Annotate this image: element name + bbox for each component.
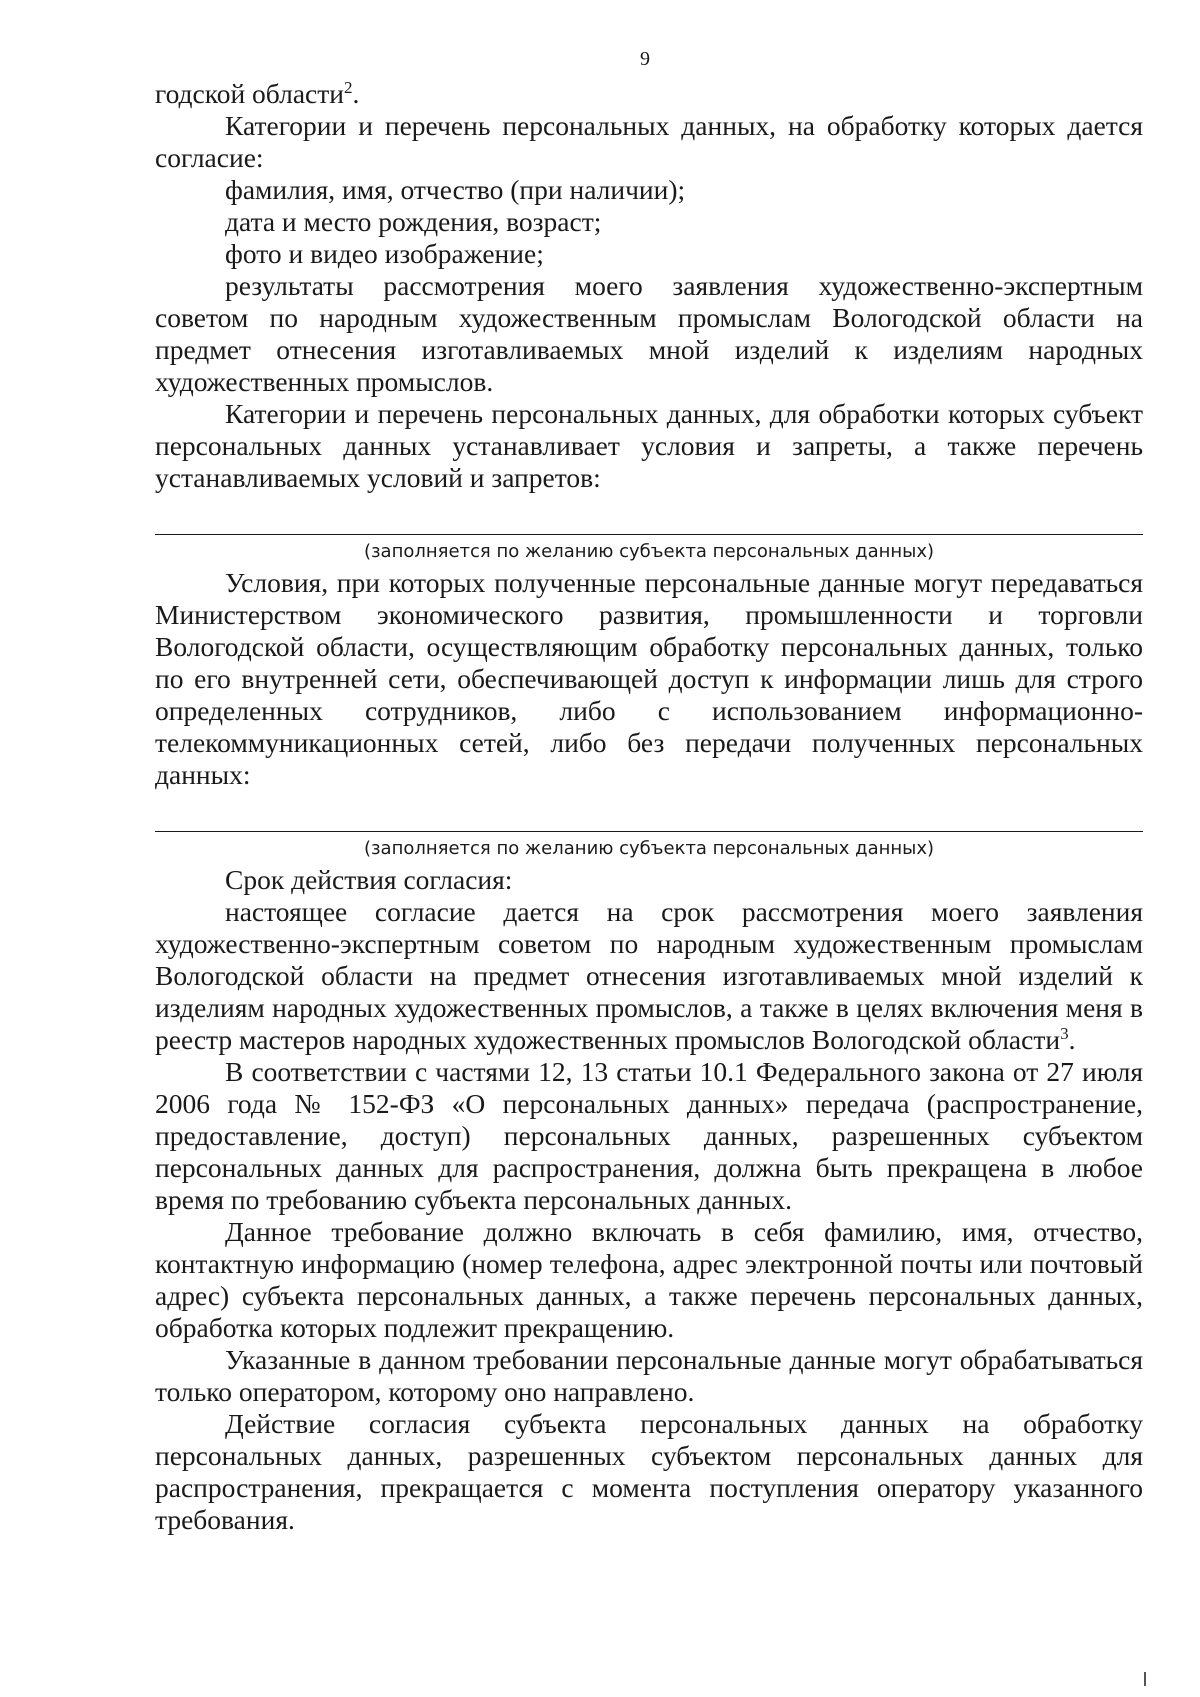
termination-paragraph: Действие согласия субъекта персональных данных на обработку персональных данных, разрешенных субъектом персональных данных для распространения, прекращается с момента поступления оператору указанного требования. xyxy=(155,1408,1143,1535)
transfer-conditions-paragraph: Условия, при которых полученные персональные данные могут передаваться Министерством экономического развития, промышленности и торговли Вологодской области, осуществляющим обработку персональных данных, только по его внутренней сети, обеспечивающей доступ к информации лишь для строго определенных сотрудников, либо с использованием информационно-телекоммуникационных сетей, либо без передачи полученных персональных данных: xyxy=(155,567,1143,790)
requirement-paragraph: Данное требование должно включать в себя фамилию, имя, отчество, контактную информацию (номер телефона, адрес электронной почты или почтовый адрес) субъекта персональных данных, а также перечень персональных данных, обработка которых подлежит прекращению. xyxy=(155,1216,1143,1343)
continuation-paragraph xyxy=(155,78,1143,110)
conditions-intro-paragraph: Категории и перечень персональных данных, для обработки которых субъект персональных данных устанавливает условия и запреты, а также перечень устанавливаемых условий и запретов: xyxy=(155,398,1143,493)
fill-caption-2: (заполняется по желанию субъекта персональных данных) xyxy=(363,838,935,859)
page-number: 9 xyxy=(640,48,650,70)
categories-intro-paragraph: Категории и перечень персональных данных, на обработку которых дается согласие: xyxy=(155,110,1143,173)
operator-paragraph: Указанные в данном требовании персональные данные могут обрабатываться только оператором, которому оно направлено. xyxy=(155,1344,1143,1407)
list-item-name: фамилия, имя, отчество (при наличии); xyxy=(225,174,686,205)
document-body xyxy=(155,78,1143,1536)
continuation-text: годской области xyxy=(155,78,344,109)
list-item-results: результаты рассмотрения моего заявления художественно-экспертным советом по народным художественным промыслам Вологодской области на предмет отнесения изготавливаемых мной изделий к изделиям народных художественных промыслов. xyxy=(155,270,1143,397)
fill-field-conditions xyxy=(155,534,1143,567)
fill-caption-1: (заполняется по желанию субъекта персональных данных) xyxy=(363,541,935,562)
scan-mark xyxy=(1144,1672,1146,1686)
footnote-ref-3: 3 xyxy=(1060,1024,1069,1043)
fill-field-transfer xyxy=(155,831,1143,864)
law-paragraph: В соответствии с частями 12, 13 статьи 10.1 Федерального закона от 27 июля 2006 года № 152-ФЗ «О персональных данных» передача (распространение, предоставление, доступ) персональных данных, разрешенных субъектом персональных данных для распространения, должна быть прекращена в любое время по требованию субъекта персональных данных. xyxy=(155,1056,1143,1215)
term-heading: Срок действия согласия: xyxy=(225,864,513,895)
term-body-text: настоящее согласие дается на срок рассмотрения моего заявления художественно-экспертным советом по народным художественным промыслам Вологодской области на предмет отнесения изготавливаемых мной изделий к изделиям народных художественных промыслов, а также в целях включения меня в реестр мастеров народных художественных промыслов Вологодской области xyxy=(155,896,1143,1055)
term-body-end: . xyxy=(1068,1024,1076,1055)
list-item-birth: дата и место рождения, возраст; xyxy=(225,206,602,237)
continuation-end: . xyxy=(352,78,360,109)
footnote-ref-2: 2 xyxy=(343,78,353,97)
list-item-photo: фото и видео изображение; xyxy=(225,238,544,269)
term-body-paragraph xyxy=(155,896,1143,1056)
